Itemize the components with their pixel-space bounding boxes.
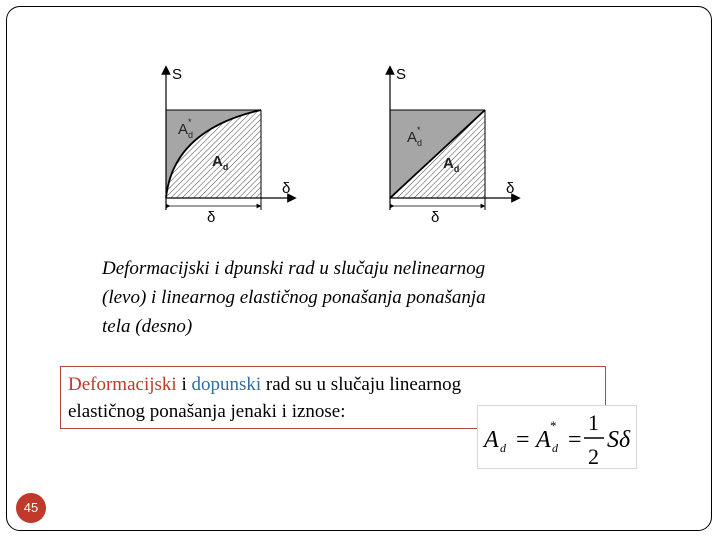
svg-text:d: d [552,441,558,455]
svg-text:=: = [516,427,530,453]
work-diagrams [150,60,530,240]
figure-caption [102,254,602,341]
info-conj: i [176,374,192,395]
left-y-label: S [172,66,183,83]
left-delta-label: δ [207,209,216,226]
svg-text:1: 1 [588,410,599,435]
left-diagram [166,66,292,226]
term-dopunski: dopunski [191,374,262,395]
left-x-label: δ [282,180,291,197]
caption-line-2: (levo) i linearnog elastičnog ponašanja ponašanja [102,287,486,308]
right-x-label: δ [506,180,515,197]
right-delta-label: δ [431,209,440,226]
right-ad: $A_d$ [443,155,460,174]
svg-text:*: * [550,418,557,433]
info-rest-1: rad su u slučaju linearnog [261,374,462,395]
svg-text:2: 2 [588,444,599,469]
info-line-1 [68,371,605,398]
svg-text:Sδ: Sδ [607,427,631,453]
svg-text:d: d [500,441,506,455]
left-ad-star: $A_d*$ [178,117,194,140]
page-number-badge: 45 [16,493,46,523]
left-ad: $A_d$ [212,153,229,172]
svg-text:=: = [568,427,582,453]
right-ad-star: $A_d*$ [407,125,423,148]
term-deformacijski: Deformacijski [68,374,177,395]
svg-text:A: A [536,427,551,453]
caption-line-3: tela (desno) [102,316,193,337]
right-y-label: S [396,66,407,83]
formula-box [477,405,637,469]
right-diagram [390,66,516,226]
info-line-2: elastičnog ponašanja jenaki i iznose: [68,401,346,422]
caption-line-1: Deformacijski i dpunski rad u slučaju nelinearnog [102,258,486,279]
work-formula [478,406,638,470]
svg-text:A: A [484,427,499,453]
